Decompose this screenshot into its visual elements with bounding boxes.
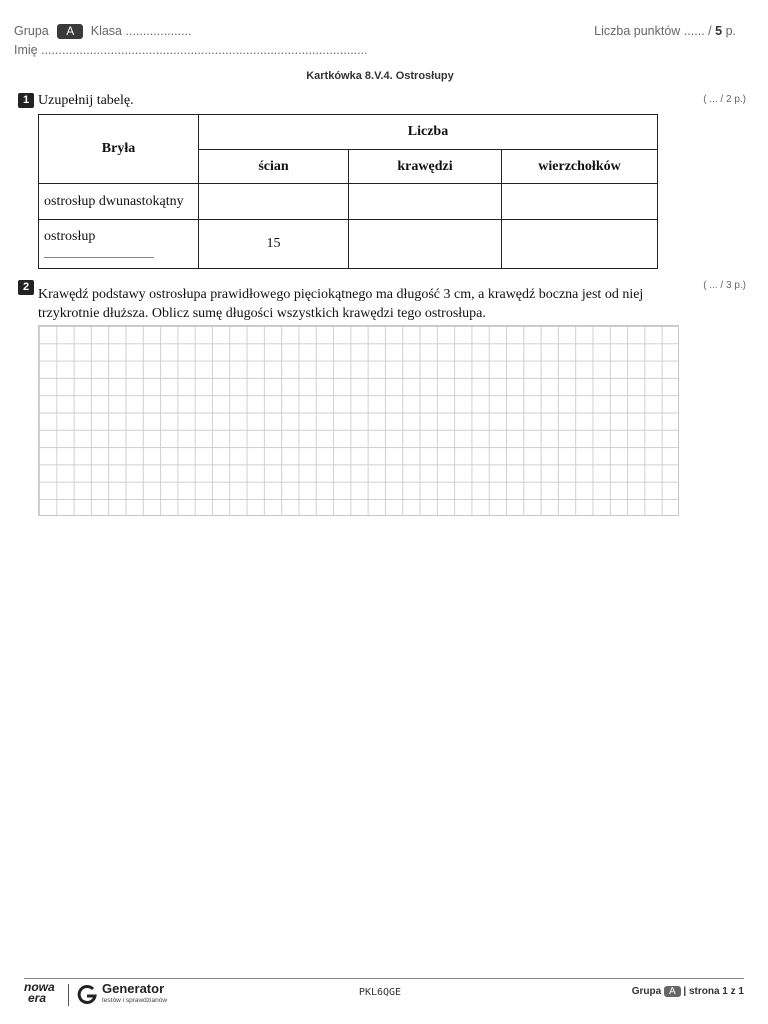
generator-title: Generator xyxy=(102,981,165,996)
question-1-text: Uzupełnij tabelę. xyxy=(38,93,134,108)
name-line xyxy=(14,43,368,57)
page-title: Kartkówka 8.V.4. Ostrosłupy xyxy=(306,70,454,82)
footer-page-info xyxy=(632,986,744,997)
name-label: Imię xyxy=(14,43,38,57)
question-2-number: 2 xyxy=(18,280,34,295)
col-vertices-header: wierzchołków xyxy=(502,150,658,184)
footer-group-label: Grupa xyxy=(631,986,662,997)
points-dots: ...... xyxy=(683,24,705,38)
row-2-faces[interactable]: 15 xyxy=(199,220,349,269)
row-1-edges[interactable] xyxy=(349,184,502,220)
question-1-number: 1 xyxy=(18,93,34,108)
question-2-line-2: trzykrotnie dłuższa. Oblicz sumę długości wszystkich krawędzi tego ostrosłupa. xyxy=(38,306,486,321)
document-code: PKL6QGE xyxy=(358,987,402,998)
group-label: Grupa xyxy=(14,24,49,38)
table-row xyxy=(39,184,658,220)
question-2-line-1: Krawędź podstawy ostrosłupa prawidłowego pięciokątnego ma długość 3 cm, a krawędź boczna jest od niej xyxy=(38,287,644,302)
footer-divider xyxy=(24,978,744,979)
row-1-vertices[interactable] xyxy=(502,184,658,220)
row-2-shape-cell xyxy=(39,220,199,269)
col-faces-header: ścian xyxy=(199,150,349,184)
footer-page-text: | strona 1 z 1 xyxy=(683,986,744,997)
answer-table xyxy=(38,114,658,269)
row-1-faces[interactable] xyxy=(199,184,349,220)
group-badge: A xyxy=(57,24,83,39)
name-dots: .............................................................................................. xyxy=(41,43,368,57)
points-total: 5 xyxy=(715,24,723,38)
class-label: Klasa xyxy=(90,24,123,38)
logo-era: era xyxy=(28,991,47,1005)
col-shape-header: Bryła xyxy=(39,115,199,184)
answer-grid[interactable] xyxy=(38,325,679,516)
points-line xyxy=(594,24,736,38)
points-sep: / xyxy=(708,24,712,38)
question-2-points: ( ... / 3 p.) xyxy=(703,280,746,291)
row-2-vertices[interactable] xyxy=(502,220,658,269)
footer-group-badge: A xyxy=(664,986,681,997)
class-dots: ................... xyxy=(125,24,192,38)
points-label: Liczba punktów xyxy=(594,24,681,38)
row-1-shape: ostrosłup dwunastokątny xyxy=(39,184,199,220)
group-line xyxy=(14,24,192,39)
row-2-blank[interactable]: ____________________ xyxy=(44,247,154,259)
group-header-count: Liczba xyxy=(199,115,658,150)
table-row xyxy=(39,220,658,269)
col-edges-header: krawędzi xyxy=(349,150,502,184)
question-1-points: ( ... / 2 p.) xyxy=(703,94,746,105)
question-2-text xyxy=(38,285,643,323)
logo-nowa: nowa xyxy=(24,980,55,994)
row-2-shape: ostrosłup xyxy=(44,229,96,244)
row-2-edges[interactable] xyxy=(349,220,502,269)
generator-subtitle: testów i sprawdzianów xyxy=(102,997,168,1004)
points-unit: p. xyxy=(725,24,736,38)
